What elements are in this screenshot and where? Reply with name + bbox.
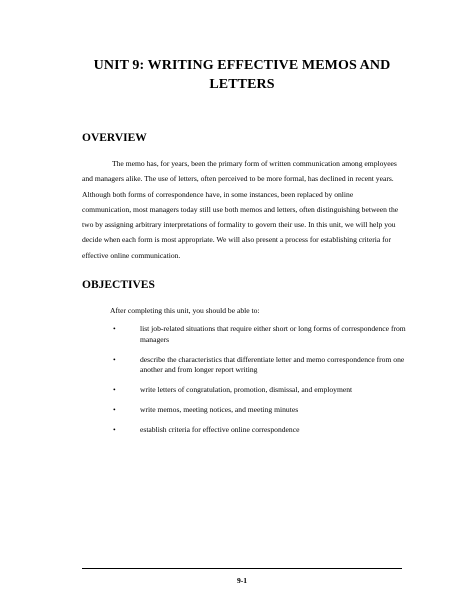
bullet-icon: • (113, 354, 116, 364)
list-item-text: write letters of congratulation, promotion, dismissal, and employment (140, 385, 353, 394)
list-item-text: establish criteria for effective online correspondence (140, 425, 300, 434)
list-item (110, 324, 410, 345)
objectives-heading: OBJECTIVES (82, 279, 155, 291)
footer-divider (82, 568, 402, 569)
bullet-icon: • (113, 405, 116, 414)
bullet-icon: • (113, 324, 116, 333)
list-item-text: describe the characteristics that differentiate letter and memo correspondence from one another and from longer report writing (140, 354, 405, 374)
page-number: 9-1 (236, 576, 248, 585)
list-item (110, 405, 410, 416)
list-item-text: list job-related situations that require either short or long forms of correspondence from managers (140, 324, 406, 344)
page-title: UNIT 9: WRITING EFFECTIVE MEMOS AND LETTERS (93, 58, 391, 92)
bullet-icon: • (113, 425, 116, 434)
list-item (110, 355, 410, 376)
bullet-icon: • (113, 385, 116, 394)
overview-paragraph: The memo has, for years, been the primary form of written communication among employees and managers alike. The use of letters, often perceived to be more formal, has declined in recent years. Although both forms of correspondence have, in some instances, been replaced by online communication, most managers today still use both memos and letters, often distinguishing between the two by assigning arbitrary interpretations of formality to govern their use. In this unit, we will help you decide when each form is most appropriate. We will also present a process for establishing criteria for effective online communication. (82, 159, 399, 260)
list-item-text: write memos, meeting notices, and meeting minutes (140, 405, 299, 414)
objectives-intro: After completing this unit, you should be able to: (110, 306, 260, 315)
overview-heading: OVERVIEW (82, 132, 147, 144)
list-item (110, 425, 410, 436)
objectives-list (110, 324, 410, 445)
list-item (110, 385, 410, 396)
